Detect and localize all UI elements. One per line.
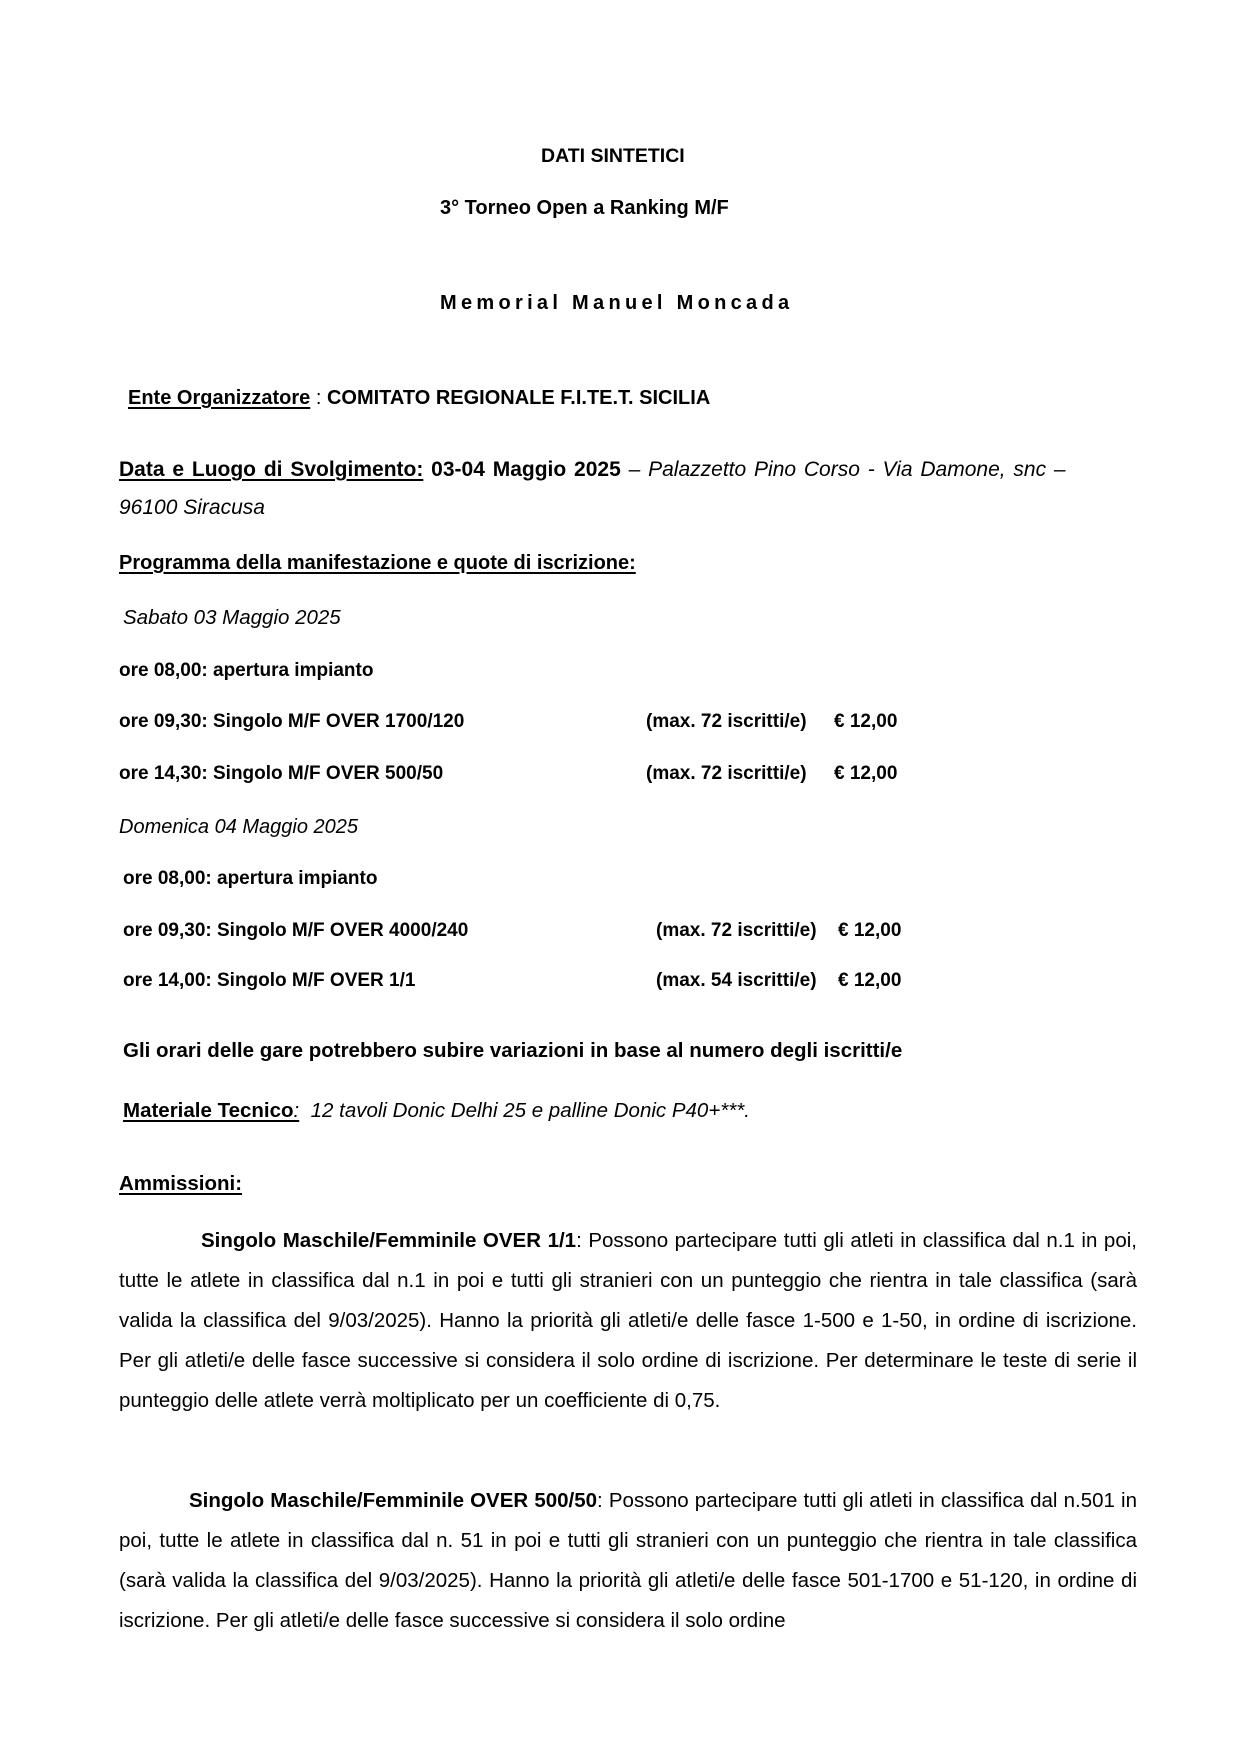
admission-paragraph xyxy=(119,1221,1137,1421)
schedule-item-max: (max. 54 iscritti/e) xyxy=(656,970,817,991)
admission-paragraph xyxy=(119,1481,1137,1641)
material-colon: : xyxy=(293,1099,300,1122)
venue-date: 03-04 Maggio 2025 xyxy=(423,458,629,481)
venue-place: – Palazzetto Pino Corso - Via Damone, snc – xyxy=(628,458,1066,481)
material-label: Materiale Tecnico xyxy=(123,1099,294,1122)
schedule-item-max: (max. 72 iscritti/e) xyxy=(646,763,807,784)
admissions-heading: Ammissioni: xyxy=(119,1172,243,1195)
schedule-item-fee: € 12,00 xyxy=(834,763,898,784)
schedule-item-max: (max. 72 iscritti/e) xyxy=(646,711,807,732)
document-subtitle: 3° Torneo Open a Ranking M/F xyxy=(440,197,729,219)
schedule-note: Gli orari delle gare potrebbero subire variazioni in base al numero degli iscritti/e xyxy=(123,1039,903,1062)
organizer-separator: : xyxy=(310,387,327,409)
admission-text: : Possono partecipare tutti gli atleti in classifica dal n.1 in poi, tutte le atlete in classifica dal n.1 in poi e tutti gli stranieri con un punteggio che rientra in tale classifica (sarà valida la classifica del 9/03/2025). Hanno la priorità gli atleti/e delle fasce 1-500 e 1-50, in ordine di iscrizione. Per gli atleti/e delle fasce successive si considera il solo ordine di iscrizione. Per determinare le teste di serie il punteggio delle atlete verrà moltiplicato per un coefficiente di 0,75. xyxy=(119,1229,1137,1412)
schedule-item-label: ore 08,00: apertura impianto xyxy=(123,868,378,889)
schedule-item-label: ore 09,30: Singolo M/F OVER 4000/240 xyxy=(123,920,469,941)
material-line xyxy=(123,1098,750,1124)
document-title: DATI SINTETICI xyxy=(541,145,685,167)
day-title: Domenica 04 Maggio 2025 xyxy=(119,816,359,838)
schedule-item-fee: € 12,00 xyxy=(838,970,902,991)
schedule-item-label: ore 08,00: apertura impianto xyxy=(119,660,374,681)
organizer-value: COMITATO REGIONALE F.I.TE.T. SICILIA xyxy=(326,387,711,409)
venue-label: Data e Luogo di Svolgimento: xyxy=(119,458,424,481)
material-value: 12 tavoli Donic Delhi 25 e palline Donic P40+***. xyxy=(299,1099,750,1122)
schedule-item-label: ore 14,00: Singolo M/F OVER 1/1 xyxy=(123,970,416,991)
schedule-item-label: ore 14,30: Singolo M/F OVER 500/50 xyxy=(119,763,444,784)
memorial-title: Memorial Manuel Moncada xyxy=(440,292,794,314)
venue-line xyxy=(119,457,1066,483)
admission-title: Singolo Maschile/Femminile OVER 500/50 xyxy=(189,1489,598,1512)
schedule-item-fee: € 12,00 xyxy=(838,920,902,941)
day-title: Sabato 03 Maggio 2025 xyxy=(123,606,341,629)
schedule-item-label: ore 09,30: Singolo M/F OVER 1700/120 xyxy=(119,711,465,732)
schedule-item-max: (max. 72 iscritti/e) xyxy=(656,920,817,941)
organizer-label: Ente Organizzatore xyxy=(128,387,311,409)
admission-text: : Possono partecipare tutti gli atleti in classifica dal n.501 in poi, tutte le atlete in classifica dal n. 51 in poi e tutti gli stranieri con un punteggio che rientra in tale classifica (sarà valida la classifica del 9/03/2025). Hanno la priorità gli atleti/e delle fasce 501-1700 e 51-120, in ordine di iscrizione. Per gli atleti/e delle fasce successive si considera il solo ordine xyxy=(119,1489,1138,1632)
organizer-line xyxy=(128,385,710,411)
admission-title: Singolo Maschile/Femminile OVER 1/1 xyxy=(201,1229,577,1252)
program-heading: Programma della manifestazione e quote di iscrizione: xyxy=(119,552,636,574)
venue-city: 96100 Siracusa xyxy=(119,496,265,519)
schedule-item-fee: € 12,00 xyxy=(834,711,898,732)
